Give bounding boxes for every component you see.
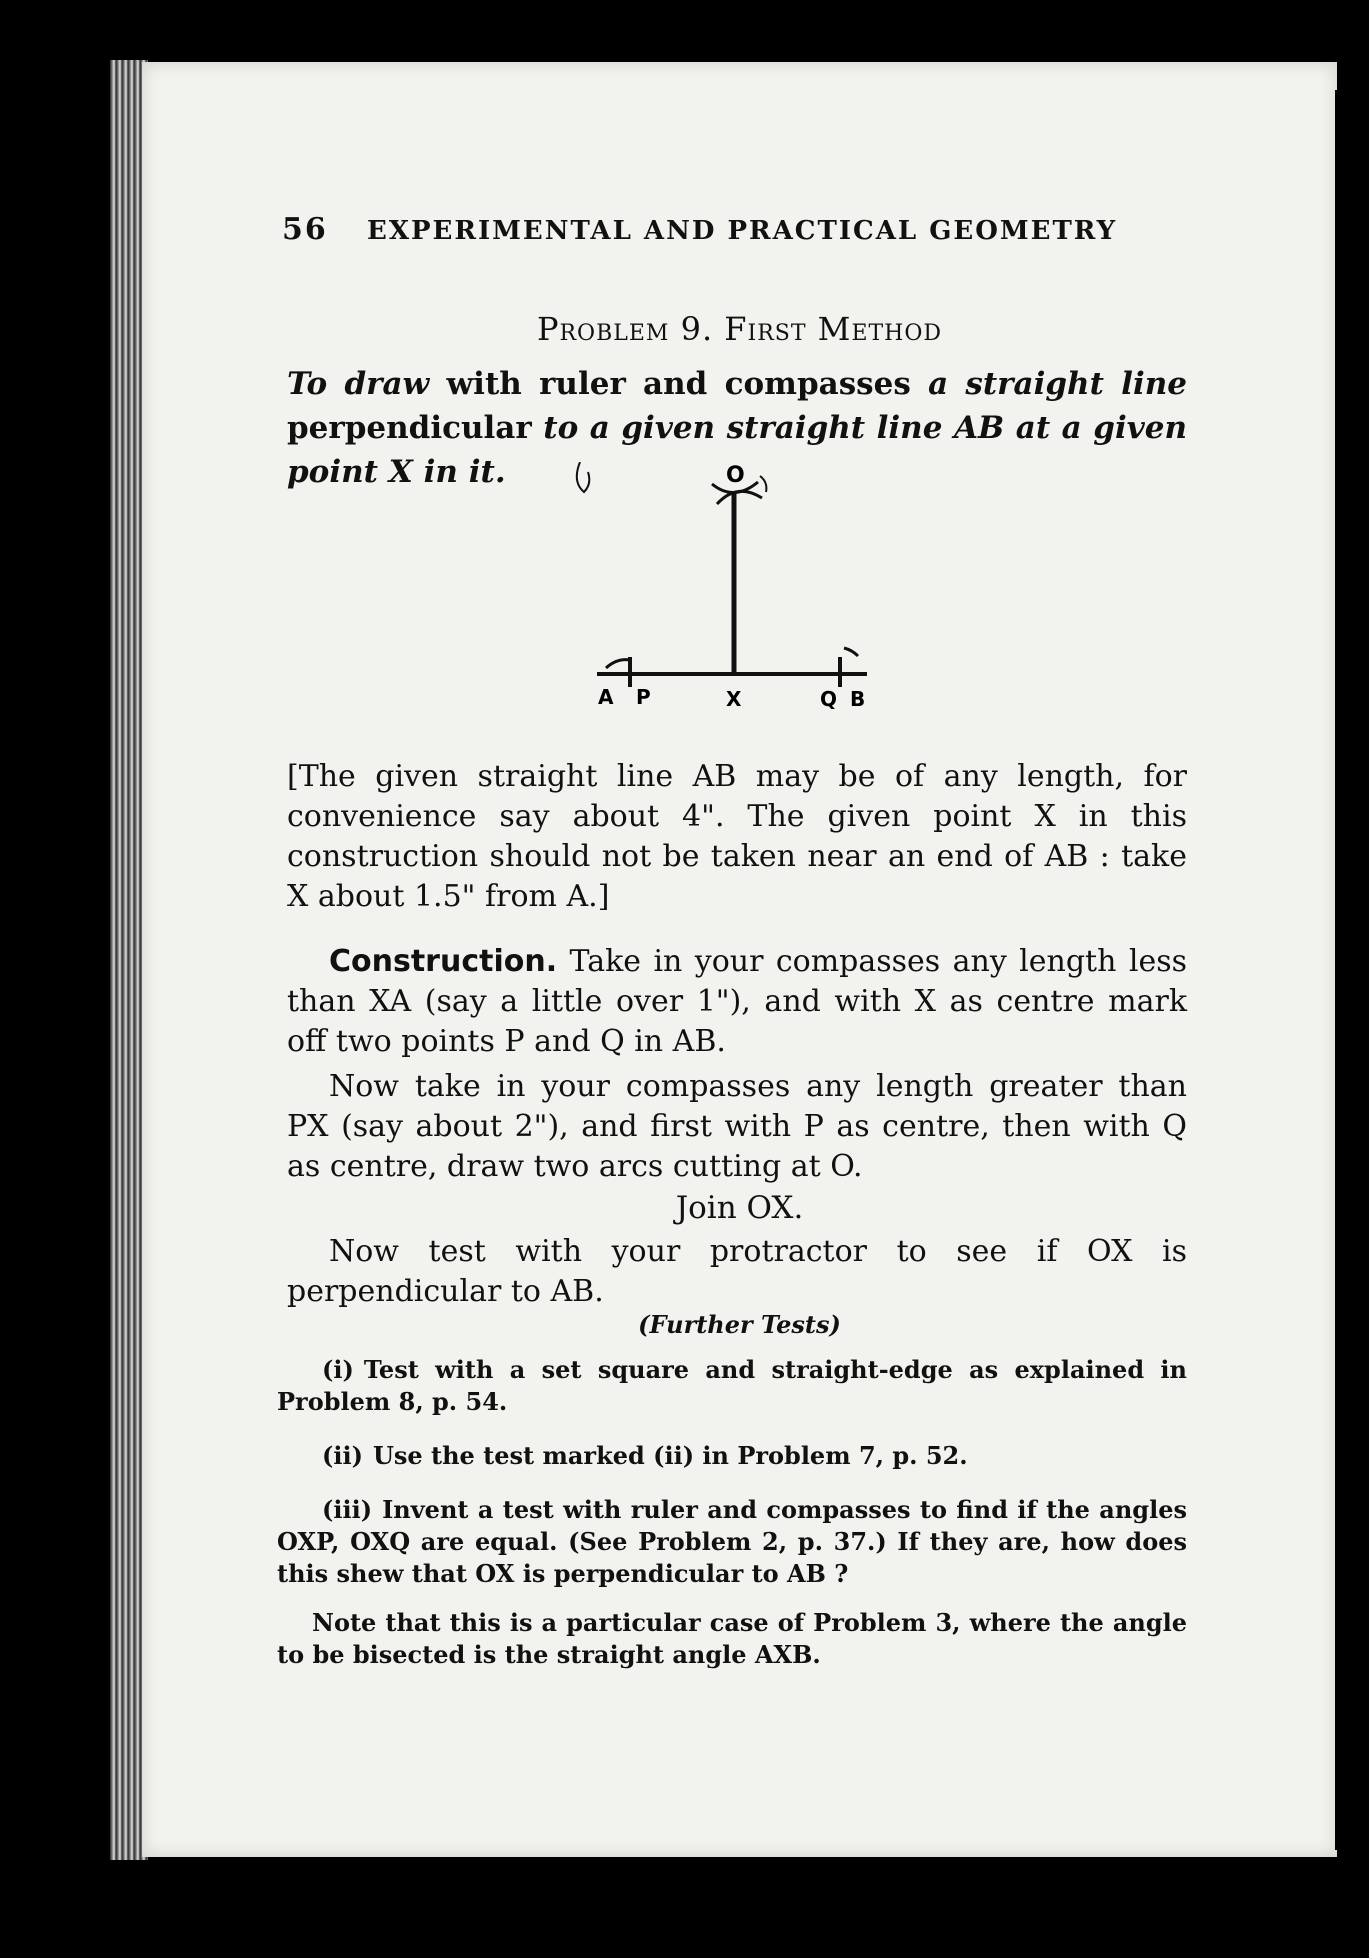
page-right-edge <box>1335 90 1369 1850</box>
further-test-item <box>277 1494 1187 1590</box>
label-o: O <box>726 463 745 488</box>
construction-paragraph <box>287 942 1187 1062</box>
arc-near-a <box>606 660 630 668</box>
construction-figure <box>562 462 942 722</box>
pencil-mark <box>577 462 590 492</box>
note-paragraph: [The given straight line AB may be of any length, for convenience say about 4". The given point X in this construction should not be taken near an end of AB : take X about 1.5" from A.] <box>287 759 1187 914</box>
label-p: P <box>636 685 651 709</box>
construction-text: Take in your compasses any length less than XA (say a little over 1"), and with X as centre mark off two points P and Q in AB. <box>287 944 1187 1059</box>
step-3-paragraph: Now test with your protractor to see if OX is perpendicular to AB. <box>287 1234 1187 1309</box>
page-content <box>142 62 1337 1857</box>
arc-right-o <box>760 476 766 492</box>
further-test-number: (i) <box>322 1355 354 1384</box>
step-2-paragraph: Now take in your compasses any length greater than PX (say about 2"), and first with P as centre, then with Q as centre, draw two arcs cutting at O. <box>287 1069 1187 1184</box>
label-b: B <box>850 687 866 711</box>
construction-lead: Construction. <box>329 944 558 979</box>
join-line: Join OX. <box>675 1190 804 1226</box>
label-a: A <box>598 685 614 709</box>
statement-part-3: a straight line <box>928 366 1187 402</box>
page-number: 56 <box>282 212 328 247</box>
statement-part-1: To draw <box>287 366 430 402</box>
closing-note <box>277 1607 1187 1671</box>
further-test-text: Invent a test with ruler and compasses to find if the angles OXP, OXQ are equal. (See Problem 2, p. 37.) If they are, how does this shew that OX is perpendicular to AB ? <box>277 1495 1187 1588</box>
further-test-number: (ii) <box>322 1441 363 1470</box>
statement-part-4: perpendicular <box>287 410 544 446</box>
label-x: X <box>726 687 742 711</box>
problem-title: Problem 9. First Method <box>536 310 943 348</box>
book-page <box>142 62 1337 1857</box>
running-title: EXPERIMENTAL AND PRACTICAL GEOMETRY <box>367 216 1118 246</box>
further-test-number: (iii) <box>322 1495 373 1524</box>
label-q: Q <box>820 687 838 711</box>
further-test-text: Use the test marked (ii) in Problem 7, p. 52. <box>372 1441 968 1470</box>
further-tests-title: (Further Tests) <box>638 1310 841 1339</box>
statement-part-5: to a given straight line AB at a given point X in it. <box>287 410 1187 490</box>
further-test-item <box>277 1440 1187 1472</box>
further-test-text: Test with a set square and straight-edge as explained in Problem 8, p. 54. <box>277 1355 1187 1416</box>
arc-near-b <box>844 648 858 656</box>
closing-note-text: Note that this is a particular case of Problem 3, where the angle to be bisected is the straight angle AXB. <box>277 1608 1187 1669</box>
further-test-item <box>277 1354 1187 1418</box>
statement-part-2: with ruler and compasses <box>429 366 929 402</box>
